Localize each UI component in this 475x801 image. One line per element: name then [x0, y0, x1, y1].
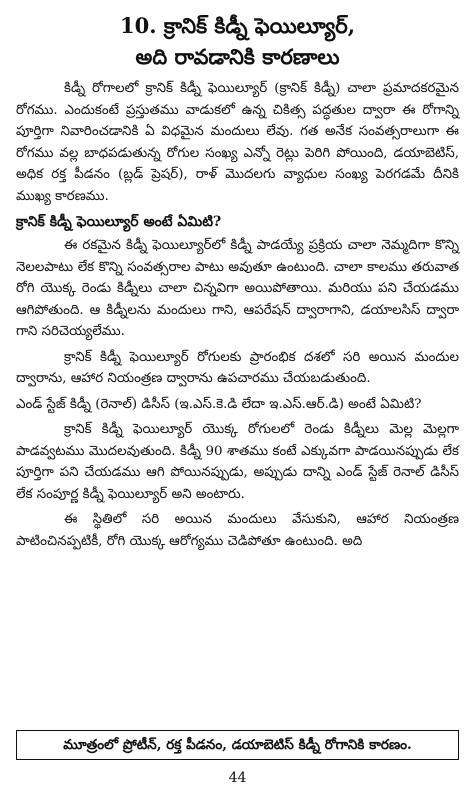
chapter-title-line-2: అది రావడానికి కారణాలు: [135, 44, 340, 69]
esrd-progression-paragraph: ఈ స్థితిలో సరి అయిన మందులు వేసుకుని, ఆహార నియంత్రణ పాటించినప్పటికీ, రోగి యొక్క ఆరోగ్యము చెడిపోతూ ఉంటుంది. అది: [16, 512, 459, 549]
section-heading-what-is-ckd: క్రానిక్ కిడ్నీ ఫెయిల్యూర్ అంటే ఏమిటి?: [16, 214, 222, 230]
esrd-description-paragraph: క్రానిక్ కిడ్నీ ఫెయిల్యూర్ యొక్క రోగులలో రెండు కిడ్నీలు మెల్ల మెల్లగా పాడవ్వటము మొదలవుతుంది. కిడ్నీ 90 శాతము కంటే ఎక్కువగా పాడయినప్పుడు లేక పూర్తిగా పని చేయడము ఆగి పోయినప్పుడు, అప్పుడు దాన్ని ఎండ్ స్టేజ్ రెనాల్ డిసీస్ లేక సంపూర్ణ కిడ్నీ ఫెయిల్యూర్ అని అంటారు.: [16, 422, 459, 502]
ckd-treatment-paragraph: క్రానిక్ కిడ్నీ ఫెయిల్యూర్ రోగులకు ప్రారంభిక దశలో సరి అయిన మందుల ద్వారాను, ఆహార నియంత్రణ ద్వారాను ఉపచారము చేయబడుతుంది.: [16, 349, 459, 386]
chapter-title: [16, 10, 459, 72]
chapter-title-line-1: 10. క్రానిక్ కిడ్నీ ఫెయిల్యూర్,: [119, 13, 356, 38]
highlight-box: మూత్రంలో ప్రోటీన్, రక్త పీడనం, డయాబెటిస్ కిడ్నీ రోగానికి కారణం.: [16, 730, 459, 760]
esrd-question-paragraph: ఎండ్ స్టేజ్ కిడ్నీ (రెనాల్) డిసీస్ (ఇ.ఎస్.కె.డి లేదా ఇ.ఎస్.ఆర్.డి) అంటే ఏమిటి?: [16, 396, 422, 412]
page-number: 44: [228, 770, 247, 786]
ckd-description-paragraph: ఈ రకమైన కిడ్నీ ఫెయిల్యూర్‌లో కిడ్నీ పాడయ్యే ప్రక్రియ చాలా నెమ్మదిగా కొన్ని నెలలపాటు లేక కొన్ని సంవత్సరాల పాటు అవుతూ ఉంటుంది. చాలా కాలము తరువాత రోగి యొక్క రెండు కిడ్నీలు చాలా చిన్నవిగా అయిపోతాయి. మరియు పని చేయడము ఆగిపోతుంది. ఆ కిడ్నీలను మందులు గాని, ఆపరేషన్ ద్వారాగాని, డయాలసిస్ ద్వారా గాని సరిచెయ్యలేము.: [16, 238, 459, 339]
intro-paragraph: కిడ్నీ రోగాలలో క్రానిక్ కిడ్నీ ఫెయిల్యూర్ (క్రానిక్ కిడ్నీ) చాలా ప్రమాదకరమైన రోగము. ఎందుకంటే ప్రస్తుతము వాడుకలో ఉన్న చికిత్స పద్ధతుల ద్వారా ఈ రోగాన్ని పూర్తిగా నివారించడానికి ఏ విధమైన మందులు లేవు. గత అనేక సంవత్సరాలుగా ఈ రోగము వల్ల బాధపడుతున్న రోగుల సంఖ్య ఎన్నో రెట్లు పెరిగి పోయింది, డయాబెటిస్, అధిక రక్త పీడనం (బ్లడ్ ప్రెషర్), రాళ్ మొదలగు వ్యాధుల సంఖ్య పెరగడమే దీనికి ముఖ్య కారణము.: [16, 81, 459, 204]
